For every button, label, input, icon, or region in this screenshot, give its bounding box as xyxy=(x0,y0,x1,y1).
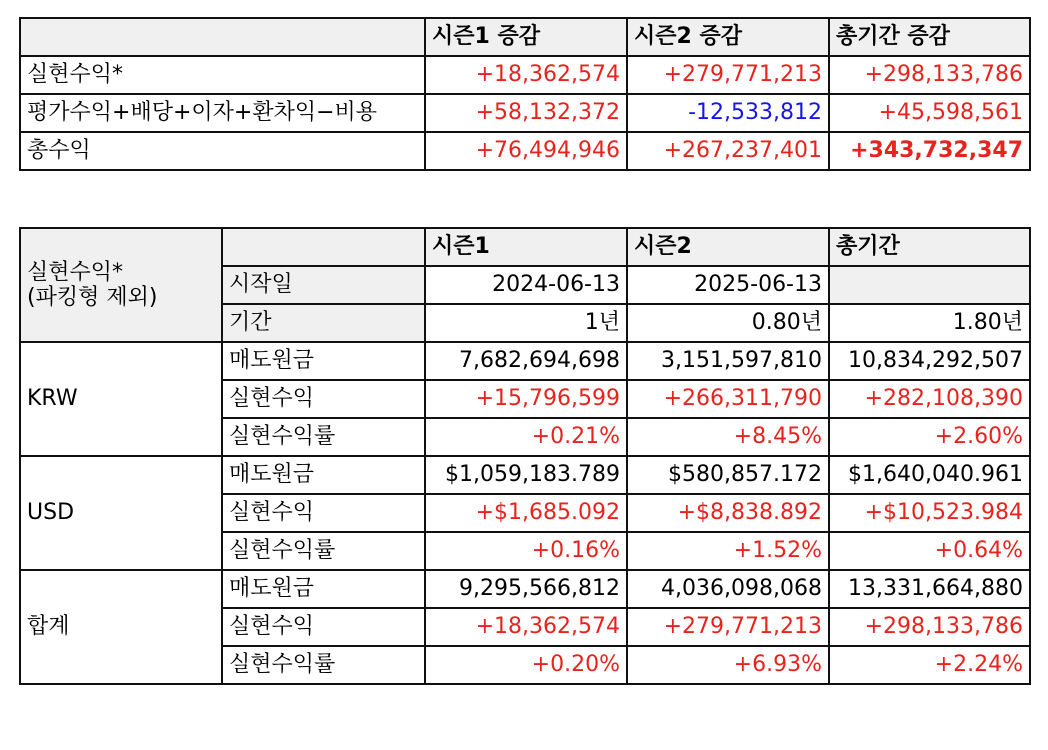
period-value: 1년 xyxy=(425,304,627,342)
cell-value: +$8,838.892 xyxy=(627,494,829,532)
cell-value: +15,796,599 xyxy=(425,380,627,418)
metric-label: 실현수익률 xyxy=(222,646,425,684)
table-row xyxy=(20,342,1030,380)
cell-value: 10,834,292,507 xyxy=(829,342,1030,380)
cell-value-total: +343,732,347 xyxy=(829,132,1030,170)
table-row xyxy=(20,56,1030,94)
cell-value: +45,598,561 xyxy=(829,94,1030,132)
realized-label-line1: 실현수익* xyxy=(27,259,124,285)
cell-value: 7,682,694,698 xyxy=(425,342,627,380)
period-label: 기간 xyxy=(222,304,425,342)
cell-value: $1,640,040.961 xyxy=(829,456,1030,494)
cell-value: 13,331,664,880 xyxy=(829,570,1030,608)
cell-value: +0.64% xyxy=(829,532,1030,570)
period-value: 1.80년 xyxy=(829,304,1030,342)
metric-label: 매도원금 xyxy=(222,456,425,494)
cell-value: 3,151,597,810 xyxy=(627,342,829,380)
metric-label: 매도원금 xyxy=(222,570,425,608)
currency-label-krw: KRW xyxy=(20,342,222,456)
cell-value: +298,133,786 xyxy=(829,608,1030,646)
cell-value: +6.93% xyxy=(627,646,829,684)
start-date-value: 2024-06-13 xyxy=(425,266,627,304)
realized-label-line2: (파킹형 제외) xyxy=(27,285,158,310)
cell-value: +8.45% xyxy=(627,418,829,456)
cell-value: +2.60% xyxy=(829,418,1030,456)
start-date-label: 시작일 xyxy=(222,266,425,304)
cell-value: +0.16% xyxy=(425,532,627,570)
detail-header-season1: 시즌1 xyxy=(425,228,627,266)
detail-header-total: 총기간 xyxy=(829,228,1030,266)
currency-label-usd: USD xyxy=(20,456,222,570)
row-label-realized: 실현수익* xyxy=(20,56,425,94)
row-label-total-profit: 총수익 xyxy=(20,132,425,170)
row-label-valuation: 평가수익+배당+이자+환차익−비용 xyxy=(20,94,425,132)
metric-label: 실현수익 xyxy=(222,494,425,532)
detail-table xyxy=(19,227,1031,685)
detail-header-row xyxy=(20,228,1030,266)
summary-table xyxy=(19,17,1031,171)
cell-value: +279,771,213 xyxy=(627,56,829,94)
summary-header-corner xyxy=(20,18,425,56)
summary-header-row xyxy=(20,18,1030,56)
detail-header-season2: 시즌2 xyxy=(627,228,829,266)
cell-value: 9,295,566,812 xyxy=(425,570,627,608)
cell-value: $580,857.172 xyxy=(627,456,829,494)
realized-label-cell xyxy=(20,228,222,342)
cell-value: +0.20% xyxy=(425,646,627,684)
cell-value: +1.52% xyxy=(627,532,829,570)
cell-value: +2.24% xyxy=(829,646,1030,684)
metric-label: 실현수익률 xyxy=(222,532,425,570)
summary-header-season1: 시즌1 증감 xyxy=(425,18,627,56)
cell-value: 4,036,098,068 xyxy=(627,570,829,608)
start-date-value xyxy=(829,266,1030,304)
cell-value: +266,311,790 xyxy=(627,380,829,418)
cell-value: -12,533,812 xyxy=(627,94,829,132)
cell-value: $1,059,183.789 xyxy=(425,456,627,494)
summary-header-season2: 시즌2 증감 xyxy=(627,18,829,56)
currency-label-total: 합계 xyxy=(20,570,222,684)
table-row xyxy=(20,132,1030,170)
cell-value: +58,132,372 xyxy=(425,94,627,132)
cell-value: +282,108,390 xyxy=(829,380,1030,418)
table-row xyxy=(20,570,1030,608)
metric-label: 실현수익 xyxy=(222,380,425,418)
detail-header-corner xyxy=(222,228,425,266)
cell-value: +18,362,574 xyxy=(425,608,627,646)
cell-value: +76,494,946 xyxy=(425,132,627,170)
cell-value: +279,771,213 xyxy=(627,608,829,646)
cell-value: +298,133,786 xyxy=(829,56,1030,94)
start-date-value: 2025-06-13 xyxy=(627,266,829,304)
period-value: 0.80년 xyxy=(627,304,829,342)
metric-label: 실현수익률 xyxy=(222,418,425,456)
cell-value: +$10,523.984 xyxy=(829,494,1030,532)
table-row xyxy=(20,94,1030,132)
cell-value: +0.21% xyxy=(425,418,627,456)
table-row xyxy=(20,456,1030,494)
summary-header-total: 총기간 증감 xyxy=(829,18,1030,56)
metric-label: 매도원금 xyxy=(222,342,425,380)
cell-value: +$1,685.092 xyxy=(425,494,627,532)
metric-label: 실현수익 xyxy=(222,608,425,646)
cell-value: +18,362,574 xyxy=(425,56,627,94)
cell-value: +267,237,401 xyxy=(627,132,829,170)
